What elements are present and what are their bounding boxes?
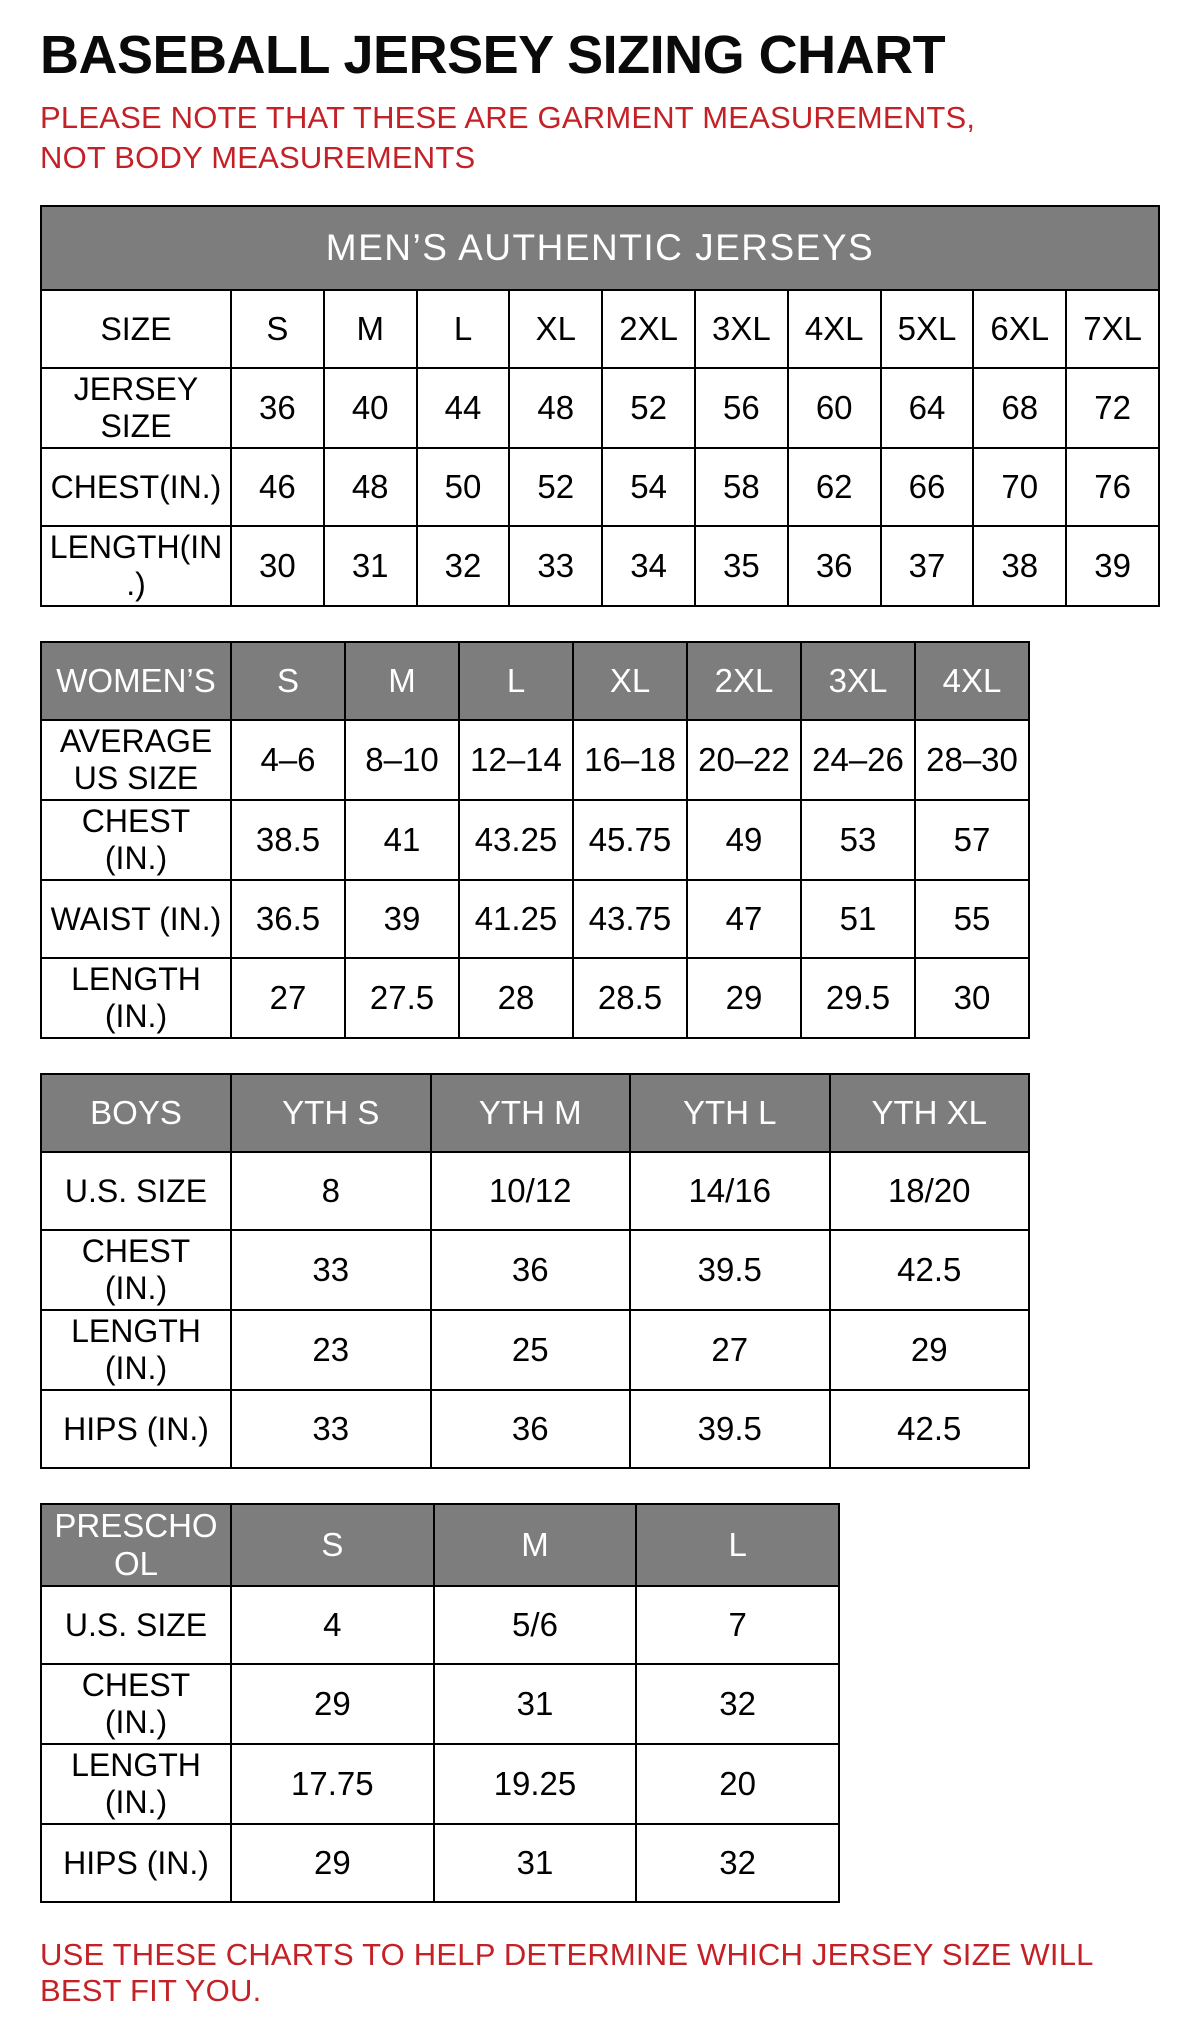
- table-cell: 64: [881, 368, 974, 448]
- table-cell: 19.25: [434, 1744, 637, 1824]
- row-label-cell: WOMEN’S: [41, 642, 231, 720]
- table-cell: 32: [636, 1824, 839, 1902]
- table-cell: 57: [915, 800, 1029, 880]
- table-cell: 50: [417, 448, 510, 526]
- table-cell: 41: [345, 800, 459, 880]
- table-cell: 6XL: [973, 290, 1066, 368]
- table-cell: 36.5: [231, 880, 345, 958]
- row-label-cell: PRESCHOOL: [41, 1504, 231, 1586]
- table-cell: 42.5: [830, 1390, 1030, 1468]
- row-label-cell: HIPS (IN.): [41, 1824, 231, 1902]
- table-cell: 36: [231, 368, 324, 448]
- mens-authentic-jerseys-title-bar: MEN’S AUTHENTIC JERSEYS: [41, 206, 1159, 290]
- table-cell: 33: [231, 1230, 431, 1310]
- table-cell: 36: [788, 526, 881, 606]
- table-cell: 27: [630, 1310, 830, 1390]
- row-label-cell: CHEST (IN.): [41, 1664, 231, 1744]
- table-cell: 30: [231, 526, 324, 606]
- row-label-cell: CHEST (IN.): [41, 1230, 231, 1310]
- table-cell: 60: [788, 368, 881, 448]
- table-cell: 16–18: [573, 720, 687, 800]
- table-row: [41, 1310, 1029, 1390]
- table-cell: 33: [509, 526, 602, 606]
- column-header-cell: M: [345, 642, 459, 720]
- table-row: [41, 290, 1159, 368]
- column-header-cell: L: [459, 642, 573, 720]
- table-cell: 46: [231, 448, 324, 526]
- table-cell: 18/20: [830, 1152, 1030, 1230]
- table-cell: 39.5: [630, 1230, 830, 1310]
- header-row: [41, 1074, 1029, 1152]
- table-cell: 55: [915, 880, 1029, 958]
- preschool-sizing-table: [40, 1503, 840, 1903]
- table-cell: 8: [231, 1152, 431, 1230]
- table-cell: 4XL: [788, 290, 881, 368]
- page-title: BASEBALL JERSEY SIZING CHART: [40, 25, 946, 85]
- table-row: [41, 1586, 839, 1664]
- row-label-cell: LENGTH (IN.): [41, 958, 231, 1038]
- table-cell: 43.75: [573, 880, 687, 958]
- table-cell: 43.25: [459, 800, 573, 880]
- table-cell: 27: [231, 958, 345, 1038]
- table-cell: 76: [1066, 448, 1159, 526]
- womens-sizing-table: [40, 641, 1030, 1039]
- table-cell: 52: [509, 448, 602, 526]
- row-label-cell: SIZE: [41, 290, 231, 368]
- table-cell: 27.5: [345, 958, 459, 1038]
- table-cell: 7: [636, 1586, 839, 1664]
- preschool-grid: [40, 1503, 840, 1903]
- table-cell: 29: [687, 958, 801, 1038]
- column-header-cell: S: [231, 1504, 434, 1586]
- table-cell: 25: [431, 1310, 631, 1390]
- table-cell: 47: [687, 880, 801, 958]
- table-cell: 31: [434, 1664, 637, 1744]
- table-cell: 29: [231, 1664, 434, 1744]
- table-cell: 39.5: [630, 1390, 830, 1468]
- table-row: [41, 720, 1029, 800]
- table-cell: 58: [695, 448, 788, 526]
- table-cell: 5XL: [881, 290, 974, 368]
- table-cell: 29.5: [801, 958, 915, 1038]
- table-row: [41, 880, 1029, 958]
- table-cell: 62: [788, 448, 881, 526]
- table-cell: 3XL: [695, 290, 788, 368]
- table-cell: 30: [915, 958, 1029, 1038]
- row-label-cell: WAIST (IN.): [41, 880, 231, 958]
- column-header-cell: XL: [573, 642, 687, 720]
- row-label-cell: CHEST(IN.): [41, 448, 231, 526]
- table-cell: 7XL: [1066, 290, 1159, 368]
- table-row: [41, 448, 1159, 526]
- table-cell: 31: [434, 1824, 637, 1902]
- row-label-cell: BOYS: [41, 1074, 231, 1152]
- table-cell: 36: [431, 1230, 631, 1310]
- table-cell: 5/6: [434, 1586, 637, 1664]
- table-cell: 10/12: [431, 1152, 631, 1230]
- table-row: [41, 1230, 1029, 1310]
- table-row: [41, 1664, 839, 1744]
- boys-grid: [40, 1073, 1030, 1469]
- table-cell: 54: [602, 448, 695, 526]
- table-cell: 35: [695, 526, 788, 606]
- column-header-cell: 2XL: [687, 642, 801, 720]
- row-label-cell: LENGTH (IN.): [41, 1310, 231, 1390]
- table-cell: 38.5: [231, 800, 345, 880]
- table-cell: 20–22: [687, 720, 801, 800]
- column-header-cell: YTH M: [431, 1074, 631, 1152]
- header-row: [41, 1504, 839, 1586]
- table-cell: 70: [973, 448, 1066, 526]
- table-cell: 53: [801, 800, 915, 880]
- row-label-cell: U.S. SIZE: [41, 1152, 231, 1230]
- table-cell: XL: [509, 290, 602, 368]
- table-cell: 14/16: [630, 1152, 830, 1230]
- row-label-cell: LENGTH (IN.): [41, 1744, 231, 1824]
- table-cell: 39: [345, 880, 459, 958]
- table-cell: 33: [231, 1390, 431, 1468]
- row-label-cell: CHEST (IN.): [41, 800, 231, 880]
- table-cell: 12–14: [459, 720, 573, 800]
- table-cell: S: [231, 290, 324, 368]
- table-cell: 2XL: [602, 290, 695, 368]
- table-cell: 41.25: [459, 880, 573, 958]
- table-cell: 28–30: [915, 720, 1029, 800]
- garment-measurement-note: PLEASE NOTE THAT THESE ARE GARMENT MEASUREMENTS, NOT BODY MEASUREMENTS: [40, 100, 976, 175]
- table-cell: 29: [231, 1824, 434, 1902]
- row-label-cell: JERSEY SIZE: [41, 368, 231, 448]
- table-cell: 4: [231, 1586, 434, 1664]
- table-cell: 36: [431, 1390, 631, 1468]
- table-cell: 23: [231, 1310, 431, 1390]
- table-cell: 66: [881, 448, 974, 526]
- column-header-cell: 3XL: [801, 642, 915, 720]
- row-label-cell: U.S. SIZE: [41, 1586, 231, 1664]
- womens-grid: [40, 641, 1030, 1039]
- table-cell: 20: [636, 1744, 839, 1824]
- table-cell: 44: [417, 368, 510, 448]
- row-label-cell: HIPS (IN.): [41, 1390, 231, 1468]
- table-cell: 37: [881, 526, 974, 606]
- column-header-cell: YTH S: [231, 1074, 431, 1152]
- table-cell: 32: [417, 526, 510, 606]
- table-cell: 24–26: [801, 720, 915, 800]
- table-cell: 4–6: [231, 720, 345, 800]
- table-cell: L: [417, 290, 510, 368]
- row-label-cell: LENGTH(IN.): [41, 526, 231, 606]
- table-row: [41, 526, 1159, 606]
- table-cell: 17.75: [231, 1744, 434, 1824]
- header-row: [41, 642, 1029, 720]
- table-cell: 48: [509, 368, 602, 448]
- table-row: [41, 368, 1159, 448]
- table-cell: 8–10: [345, 720, 459, 800]
- table-cell: 56: [695, 368, 788, 448]
- table-cell: 49: [687, 800, 801, 880]
- table-row: [41, 1152, 1029, 1230]
- table-cell: 51: [801, 880, 915, 958]
- table-cell: M: [324, 290, 417, 368]
- column-header-cell: S: [231, 642, 345, 720]
- table-cell: 39: [1066, 526, 1159, 606]
- table-row: [41, 800, 1029, 880]
- table-cell: 34: [602, 526, 695, 606]
- fit-advice-footer: USE THESE CHARTS TO HELP DETERMINE WHICH JERSEY SIZE WILL BEST FIT YOU.: [40, 1937, 1093, 2009]
- table-cell: 72: [1066, 368, 1159, 448]
- table-cell: 29: [830, 1310, 1030, 1390]
- table-row: [41, 1390, 1029, 1468]
- column-header-cell: YTH XL: [830, 1074, 1030, 1152]
- column-header-cell: 4XL: [915, 642, 1029, 720]
- table-cell: 68: [973, 368, 1066, 448]
- mens-authentic-jerseys-table: [40, 205, 1160, 607]
- table-cell: 28: [459, 958, 573, 1038]
- table-cell: 28.5: [573, 958, 687, 1038]
- table-cell: 48: [324, 448, 417, 526]
- column-header-cell: M: [434, 1504, 637, 1586]
- table-cell: 32: [636, 1664, 839, 1744]
- row-label-cell: AVERAGE US SIZE: [41, 720, 231, 800]
- table-row: [41, 1744, 839, 1824]
- table-cell: 38: [973, 526, 1066, 606]
- table-cell: 52: [602, 368, 695, 448]
- mens-authentic-jerseys-grid: [40, 205, 1160, 607]
- boys-sizing-table: [40, 1073, 1030, 1469]
- table-row: [41, 958, 1029, 1038]
- column-header-cell: L: [636, 1504, 839, 1586]
- table-cell: 40: [324, 368, 417, 448]
- table-cell: 42.5: [830, 1230, 1030, 1310]
- column-header-cell: YTH L: [630, 1074, 830, 1152]
- table-row: [41, 1824, 839, 1902]
- table-cell: 45.75: [573, 800, 687, 880]
- table-cell: 31: [324, 526, 417, 606]
